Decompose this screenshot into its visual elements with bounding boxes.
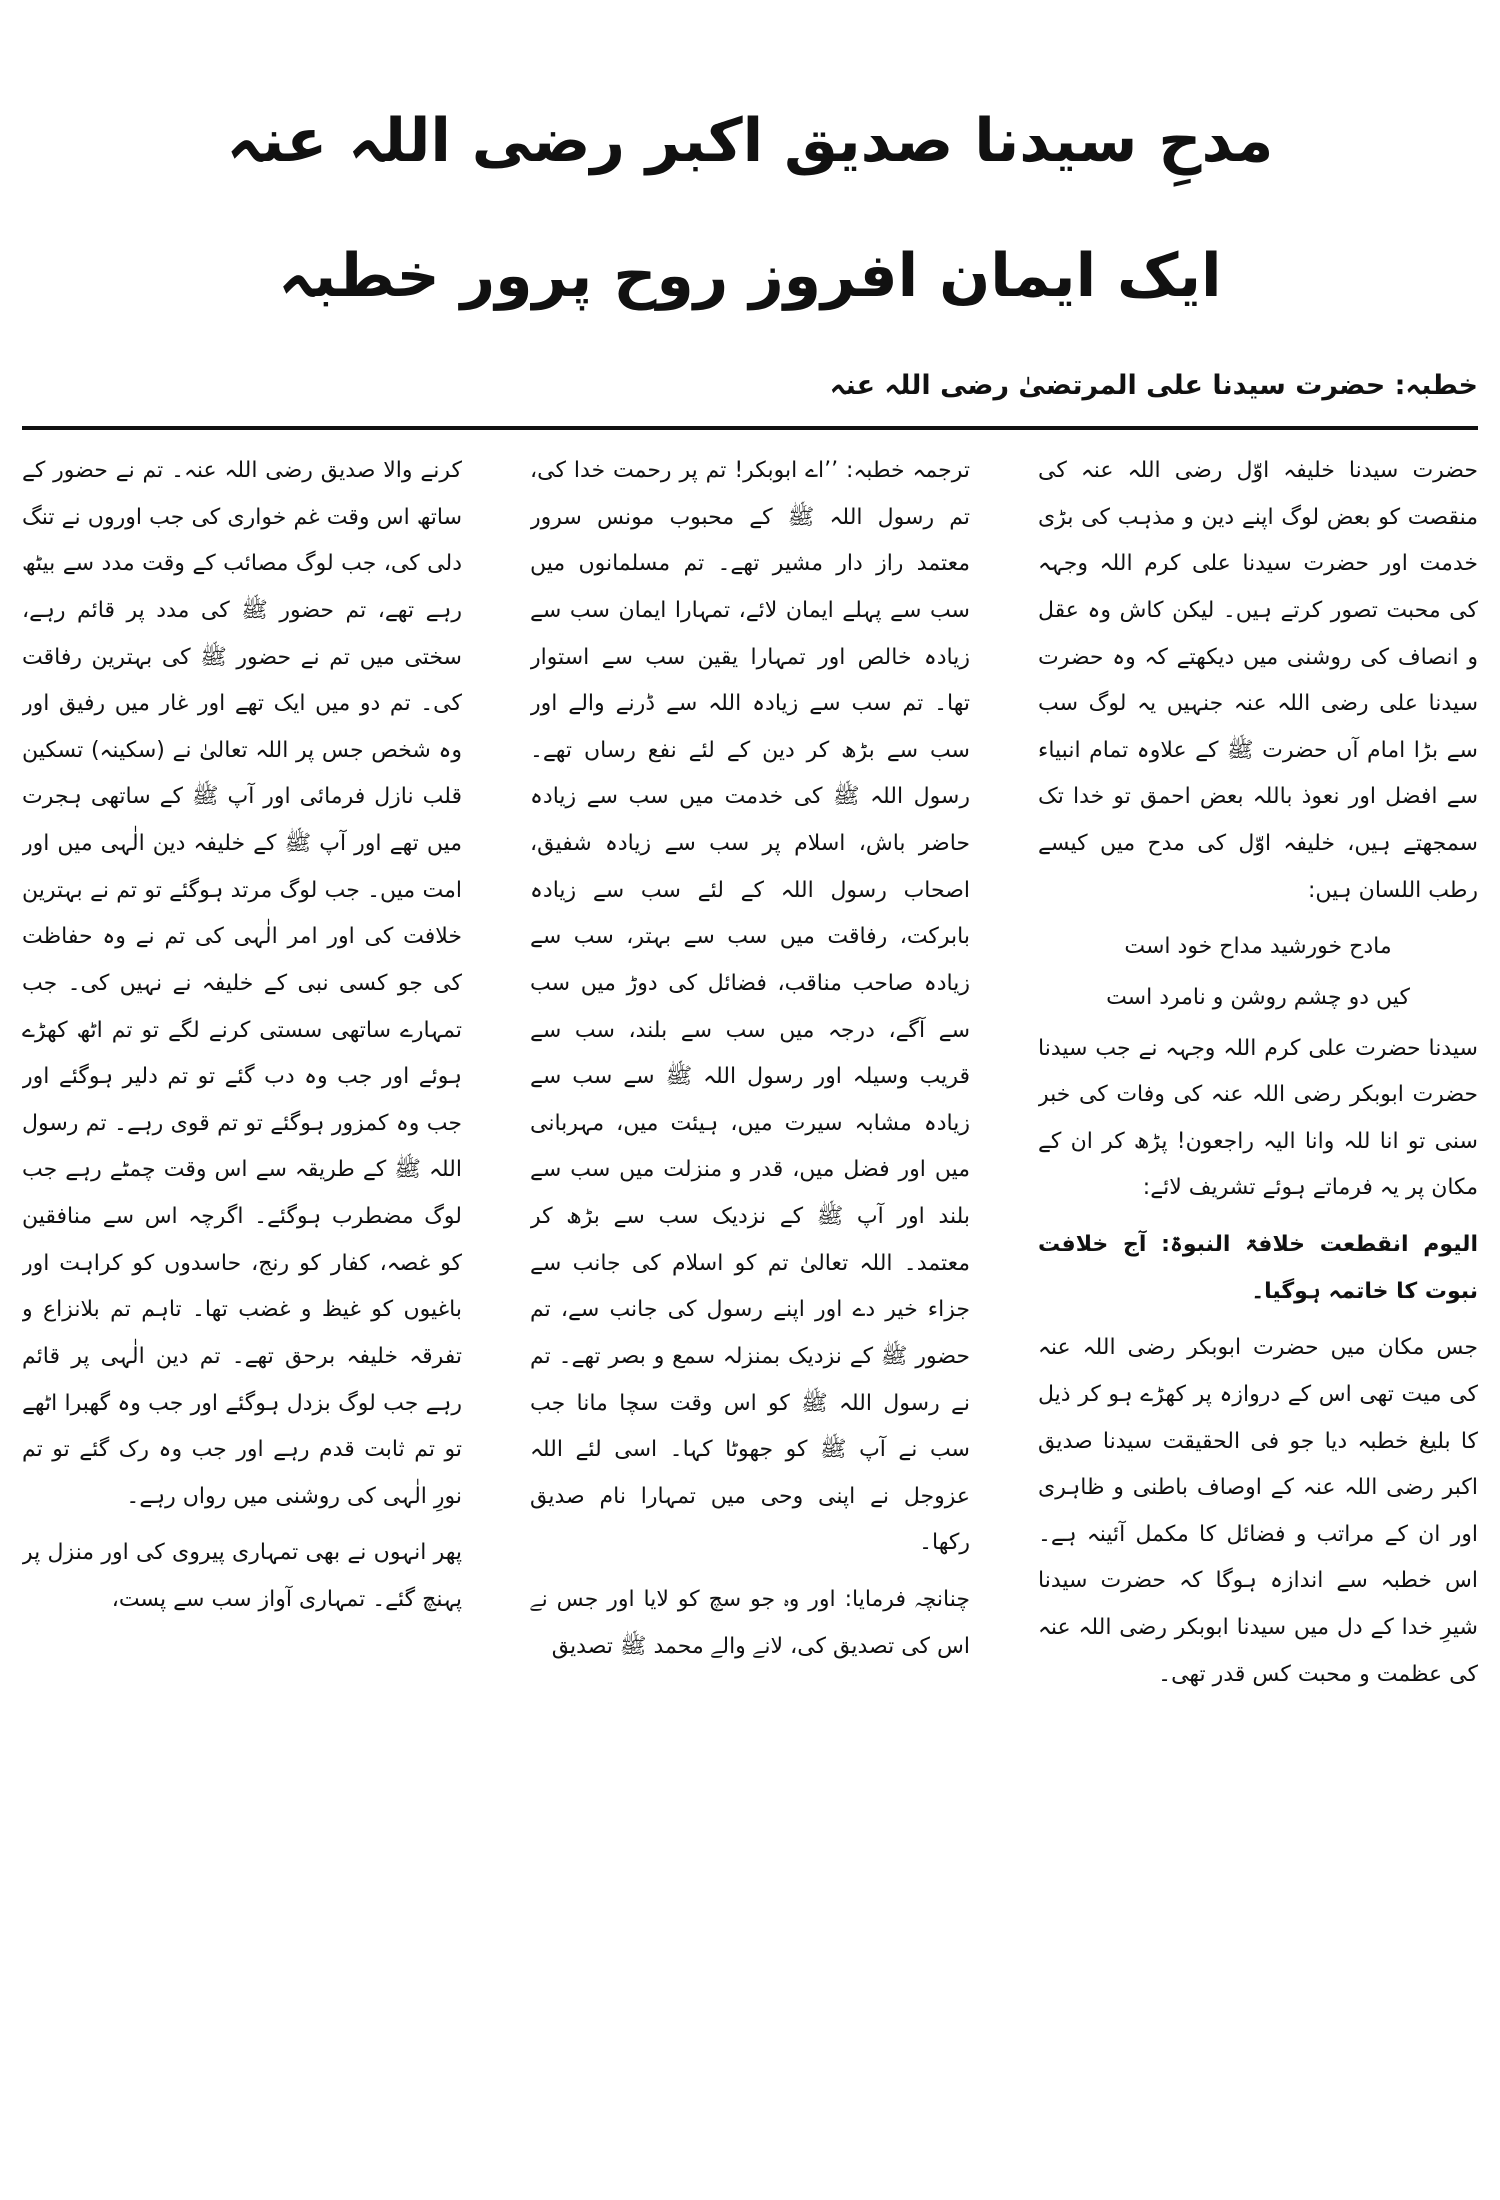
paragraph: ترجمہ خطبہ: ’’اے ابوبکر! تم پر رحمت خدا کی، تم رسول اللہ ﷺ کے محبوب مونس سرور معتمد راز دار مشیر تھے۔ تم مسلمانوں میں سب سے پہلے ایمان لائے، تمہارا ایمان سب سے زیادہ خالص اور تمہارا یقین سب سے استوار تھا۔ تم سب سے زیادہ اللہ سے ڈرنے والے اور سب سے بڑھ کر دین کے لئے نفع رساں تھے۔ رسول اللہ ﷺ کی خدمت میں سب سے زیادہ حاضر باش، اسلام پر سب سے زیادہ شفیق، اصحاب رسول اللہ کے لئے سب سے زیادہ بابرکت، رفاقت میں سب سے بہتر، سب سے زیادہ صاحب مناقب، فضائل کی دوڑ میں سب سے آگے، درجہ میں سب سے بلند، سب سے قریب وسیلہ اور رسول اللہ ﷺ سے سب سے زیادہ مشابہ سیرت میں، ہیئت میں، مہربانی میں اور فضل میں، قدر و منزلت میں سب سے بلند اور آپ ﷺ کے نزدیک سب سے بڑھ کر معتمد۔ اللہ تعالیٰ تم کو اسلام کی جانب سے جزاء خیر دے اور اپنے رسول کی جانب سے، تم حضور ﷺ کے نزدیک بمنزلہ سمع و بصر تھے۔ تم نے رسول اللہ ﷺ کو اس وقت سچا مانا جب سب نے آپ ﷺ کو جھوٹا کہا۔ اسی لئے اللہ عزوجل نے اپنی وحی میں تمہارا نام صدیق رکھا۔ xyxy=(530,458,970,1556)
verse-line: کیں دو چشم روشن و نامرد است xyxy=(1106,984,1410,1010)
paragraph: جس مکان میں حضرت ابوبکر رضی اللہ عنہ کی میت تھی اس کے دروازہ پر کھڑے ہو کر ذیل کا بلیغ خطبہ دیا جو فی الحقیقت سیدنا صدیق اکبر رضی اللہ عنہ کے اوصاف باطنی و ظاہری اور ان کے مراتب و فضائل کا مکمل آئینہ ہے۔ اس خطبہ سے اندازہ ہوگا کہ حضرت سیدنا شیرِ خدا کے دل میں سیدنا ابوبکر رضی اللہ عنہ کی عظمت و محبت کس قدر تھی۔ xyxy=(1038,1335,1478,1687)
quote-paragraph: الیوم انقطعت خلافۃ النبوۃ: آج خلافت نبوت کا خاتمہ ہوگیا۔ xyxy=(1038,1232,1478,1304)
column-middle xyxy=(530,448,970,2183)
paragraph: پھر انہوں نے بھی تمہاری پیروی کی اور منزل پر پہنچ گئے۔ تمہاری آواز سب سے پست، xyxy=(22,1540,462,1612)
article-title: مدحِ سیدنا صدیق اکبر رضی اللہ عنہ xyxy=(226,106,1274,176)
column-left xyxy=(22,448,462,2183)
paragraph: حضرت سیدنا خلیفہ اوّل رضی اللہ عنہ کی منقصت کو بعض لوگ اپنے دین و مذہب کی بڑی خدمت اور حضرت سیدنا علی کرم اللہ وجہہ کی محبت تصور کرتے ہیں۔ لیکن کاش وہ عقل و انصاف کی روشنی میں دیکھتے کہ وہ حضرت سیدنا علی رضی اللہ عنہ جنہیں یہ لوگ سب سے بڑا امام آں حضرت ﷺ کے علاوہ تمام انبیاء سے افضل اور نعوذ باللہ بعض احمق تو خدا تک سمجھتے ہیں، خلیفہ اوّل کی مدح میں کیسے رطب اللسان ہیں: xyxy=(1038,458,1478,903)
column-right xyxy=(1038,448,1478,2183)
verse-line: مادح خورشید مداح خود است xyxy=(1124,934,1392,960)
article-subtitle: ایک ایمان افروز روح پرور خطبہ xyxy=(278,241,1222,311)
header-divider xyxy=(22,426,1478,430)
paragraph: سیدنا حضرت علی کرم اللہ وجہہ نے جب سیدنا حضرت ابوبکر رضی اللہ عنہ کی وفات کی خبر سنی تو انا للہ وانا الیہ راجعون! پڑھ کر ان کے مکان پر یہ فرماتے ہوئے تشریف لائے: xyxy=(1038,1035,1478,1201)
byline: خطبہ: حضرت سیدنا علی المرتضیٰ رضی اللہ عنہ xyxy=(829,370,1478,401)
paragraph: چنانچہ فرمایا: اور وہ جو سچ کو لایا اور جس نے اس کی تصدیق کی، لانے والے محمد ﷺ تصدیق xyxy=(530,1587,970,1659)
paragraph: کرنے والا صدیق رضی اللہ عنہ۔ تم نے حضور کے ساتھ اس وقت غم خواری کی جب اوروں نے تنگ دلی کی، جب لوگ مصائب کے وقت مدد سے بیٹھ رہے تھے، تم حضور ﷺ کی مدد پر قائم رہے، سختی میں تم نے حضور ﷺ کی بہترین رفاقت کی۔ تم دو میں ایک تھے اور غار میں رفیق اور وہ شخص جس پر اللہ تعالیٰ نے (سکینہ) تسکین قلب نازل فرمائی اور آپ ﷺ کے ساتھی ہجرت میں تھے اور آپ ﷺ کے خلیفہ دین الٰہی میں اور امت میں۔ جب لوگ مرتد ہوگئے تو تم نے بہترین خلافت کی اور امر الٰہی کی تم نے وہ حفاظت کی جو کسی نبی کے خلیفہ نے نہیں کی۔ جب تمہارے ساتھی سستی کرنے لگے تو تم اٹھ کھڑے ہوئے اور جب وہ دب گئے تو تم دلیر ہوگئے اور جب وہ کمزور ہوگئے تو تم قوی رہے۔ تم رسول اللہ ﷺ کے طریقہ سے اس وقت چمٹے رہے جب لوگ مضطرب ہوگئے۔ اگرچہ اس سے منافقین کو غصہ، کفار کو رنج، حاسدوں کو کراہت اور باغیوں کو غیظ و غضب تھا۔ تاہم تم بلانزاع و تفرقہ خلیفہ برحق تھے۔ تم دین الٰہی پر قائم رہے جب لوگ بزدل ہوگئے اور جب وہ گھبرا اٹھے تو تم ثابت قدم رہے اور جب وہ رک گئے تو تم نورِ الٰہی کی روشنی میں رواں رہے۔ xyxy=(22,458,462,1509)
